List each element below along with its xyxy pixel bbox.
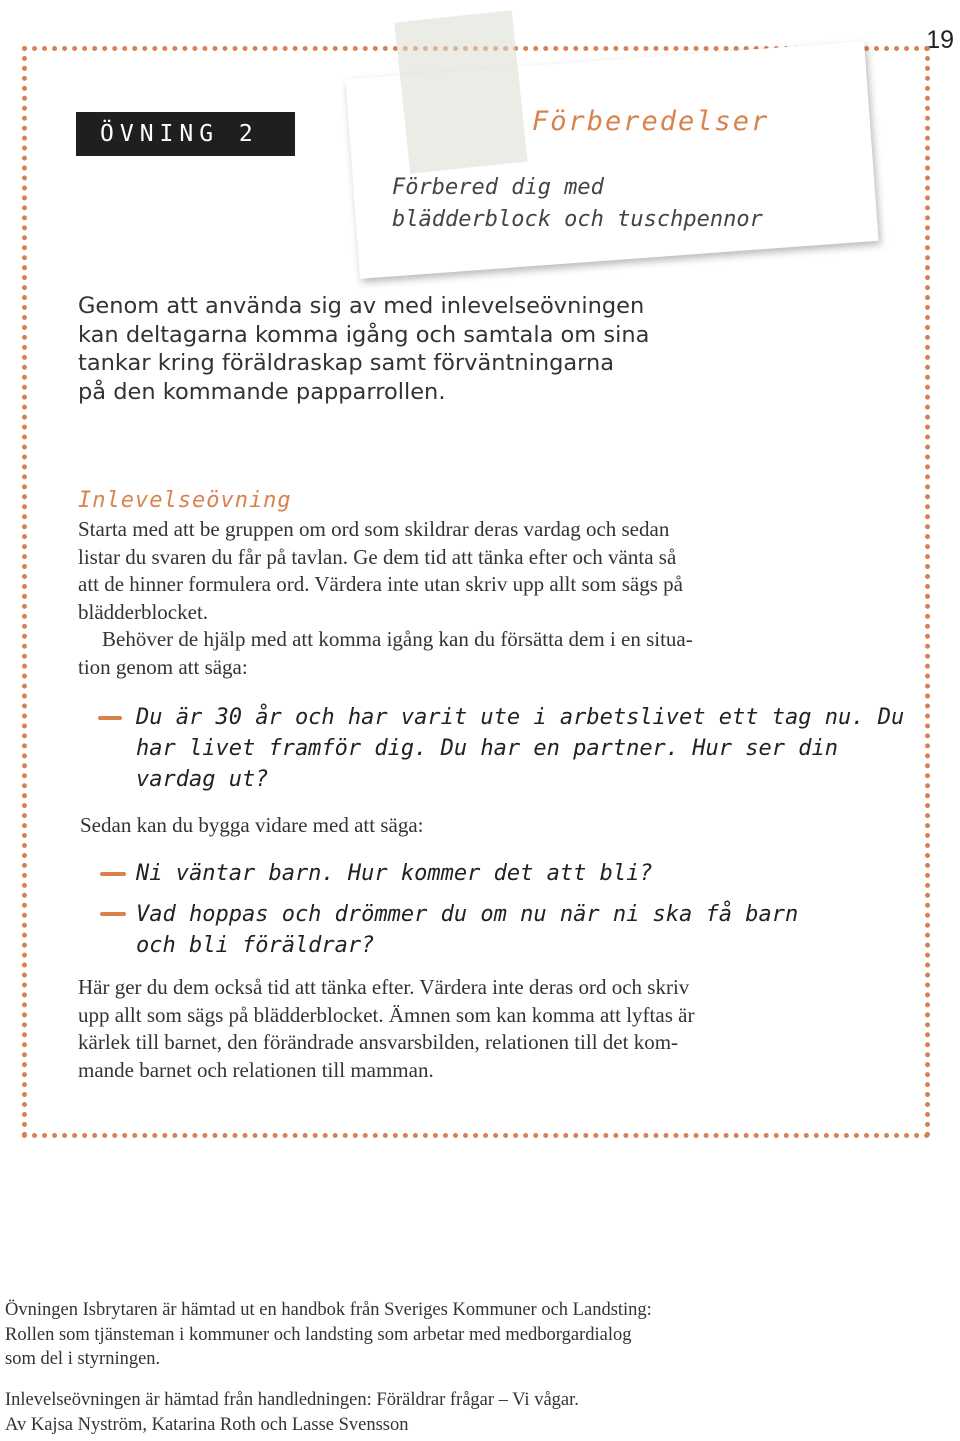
quote-line: har livet framför dig. Du har en partner. Hur ser din bbox=[136, 736, 838, 761]
quote-line: Ni väntar barn. Hur kommer det att bli? bbox=[136, 861, 653, 886]
page-number: 19 bbox=[926, 26, 954, 54]
paragraph-line: listar du svaren du får på tavlan. Ge dem tid att tänka efter och vänta så bbox=[78, 544, 677, 569]
paragraph-line: Här ger du dem också tid att tänka efter. Värdera inte deras ord och skriv bbox=[78, 975, 690, 999]
tape-strip bbox=[394, 10, 527, 174]
section-heading: Inlevelseövning bbox=[78, 488, 292, 513]
intro-line: Genom att använda sig av med inlevelseövningen bbox=[78, 293, 645, 319]
quote-line: Vad hoppas och drömmer du om nu när ni ska få barn bbox=[136, 902, 799, 927]
quote-dash bbox=[100, 912, 126, 916]
footer-source-2 bbox=[5, 1388, 945, 1437]
footer-line: Övningen Isbrytaren är hämtad ut en handbok från Sveriges Kommuner och Landsting: bbox=[5, 1300, 652, 1320]
continue-line: Sedan kan du bygga vidare med att säga: bbox=[80, 813, 424, 837]
quote-line: och bli föräldrar? bbox=[136, 933, 375, 958]
preparation-text bbox=[392, 172, 872, 236]
intro-line: på den kommande papparrollen. bbox=[78, 378, 446, 405]
quote-3 bbox=[136, 899, 798, 961]
exercise-label-text: ÖVNING 2 bbox=[100, 121, 259, 147]
preparation-line: Förbered dig med bbox=[392, 175, 604, 200]
paragraph-line: mande barnet och relationen till mamman. bbox=[78, 1057, 434, 1082]
paragraph-line: att de hinner formulera ord. Värdera inte utan skriv upp allt som sägs på bbox=[78, 572, 683, 596]
paragraph-line: blädderblocket. bbox=[78, 599, 209, 624]
footer-source-1 bbox=[5, 1298, 945, 1372]
paragraph-line: Starta med att be gruppen om ord som skildrar deras vardag och sedan bbox=[78, 517, 670, 541]
quote-dash bbox=[98, 716, 122, 720]
preparation-line: blädderblock och tuschpennor bbox=[392, 207, 763, 232]
paragraph-line: Behöver de hjälp med att komma igång kan du försätta dem i en situa- bbox=[102, 627, 693, 651]
quote-2 bbox=[136, 858, 653, 889]
quote-1 bbox=[136, 702, 904, 795]
preparation-title: Förberedelser bbox=[532, 106, 770, 137]
paragraph-line: tion genom att säga: bbox=[78, 654, 248, 679]
footer-line: Rollen som tjänsteman i kommuner och landsting som arbetar med medborgardialog bbox=[5, 1324, 632, 1345]
quote-line: Du är 30 år och har varit ute i arbetslivet ett tag nu. Du bbox=[136, 705, 905, 730]
footer-line: Av Kajsa Nyström, Katarina Roth och Lasse Svensson bbox=[5, 1414, 409, 1435]
intro-line: tankar kring föräldraskap samt förväntningarna bbox=[78, 350, 615, 376]
quote-dash bbox=[100, 872, 126, 876]
paragraph-3 bbox=[78, 974, 818, 1084]
footer-line: som del i styrningen. bbox=[5, 1349, 161, 1369]
exercise-label bbox=[76, 112, 295, 156]
paragraph-1 bbox=[78, 516, 818, 681]
quote-line: vardag ut? bbox=[136, 767, 269, 792]
paragraph-line: upp allt som sägs på blädderblocket. Ämnen som kan komma att lyftas är bbox=[78, 1002, 695, 1027]
continue-text bbox=[80, 812, 820, 840]
footer-line: Inlevelseövningen är hämtad från handledningen: Föräldrar frågar – Vi vågar. bbox=[5, 1390, 579, 1410]
intro-line: kan deltagarna komma igång och samtala om sina bbox=[78, 321, 650, 348]
intro-paragraph bbox=[78, 292, 778, 406]
paragraph-line: kärlek till barnet, den förändrade ansvarsbilden, relationen till det kom- bbox=[78, 1030, 679, 1054]
